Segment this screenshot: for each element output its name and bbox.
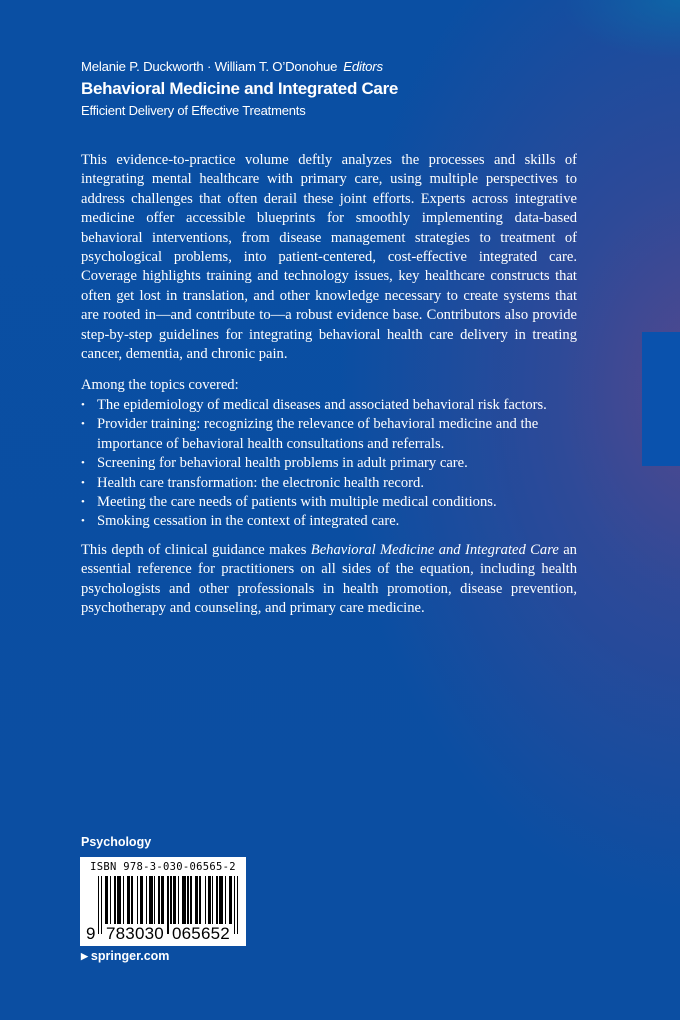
editors-line [81,58,398,76]
intro-paragraph: This evidence-to-practice volume deftly analyzes the processes and skills of integrating mental healthcare with primary care, using multiple perspectives to address challenges that often derail these joint efforts. Experts across integrative medicine offer accessible blueprints for smoothly implementing data-based behavioral interventions, from disease management strategies to treatment of psychological problems, into patient-centered, cost-effective integrated care. Coverage highlights training and technology issues, key healthcare constructs that often get lost in translation, and other knowledge necessary to create systems that are rooted in—and contribute to—a robust evidence base. Contributors also provide step-by-step guidelines for integrating behavioral health care delivery in treating cancer, dementia, and chronic pain. [81,152,577,363]
topic-item: • Smoking cessation in the context of integrated care. [81,512,577,531]
isbn-label: ISBN 978-3-030-06565-2 [90,861,236,873]
closing-book-title: Behavioral Medicine and Integrated Care [310,541,559,558]
book-title: Behavioral Medicine and Integrated Care [81,79,399,98]
topic-item: • Provider training: recognizing the relevance of behavioral medicine and the importance of behavioral health consultations and referrals. [81,415,577,454]
barcode-group-2: 065652 [172,924,230,943]
isbn-barcode [80,857,246,946]
book-subtitle: Efficient Delivery of Effective Treatments [81,103,306,118]
cover-header [81,58,398,120]
closing-text-start: This depth of clinical guidance makes [81,541,311,558]
editors-names: Melanie P. Duckworth · William T. O’Donohue [81,59,338,74]
topic-item: • Screening for behavioral health problems in adult primary care. [81,454,577,473]
closing-text-end: an essential reference for practitioners on all sides of the equation, including health psychologists and other professionals in health promotion, disease prevention, psychotherapy and counseling, and primary care medicine. [81,541,577,616]
back-cover-description [81,151,577,618]
topic-item: • Meeting the care needs of patients with multiple medical conditions. [81,493,577,512]
topic-item: • Health care transformation: the electronic health record. [81,474,577,493]
publisher-link-text: springer.com [90,949,170,963]
editors-role: Editors [343,59,383,74]
play-arrow-icon: ▶ [81,951,88,961]
topics-list [81,396,577,532]
topic-item: • The epidemiology of medical diseases and associated behavioral risk factors. [81,396,577,415]
side-color-tab [642,332,680,466]
barcode-group-1: 783030 [106,924,164,943]
closing-paragraph [81,541,577,619]
topics-label: Among the topics covered: [81,377,239,394]
subject-category: Psychology [81,835,152,849]
barcode-first-digit: 9 [86,924,96,943]
publisher-link[interactable] [81,949,169,963]
background-corner-glow [560,0,680,60]
